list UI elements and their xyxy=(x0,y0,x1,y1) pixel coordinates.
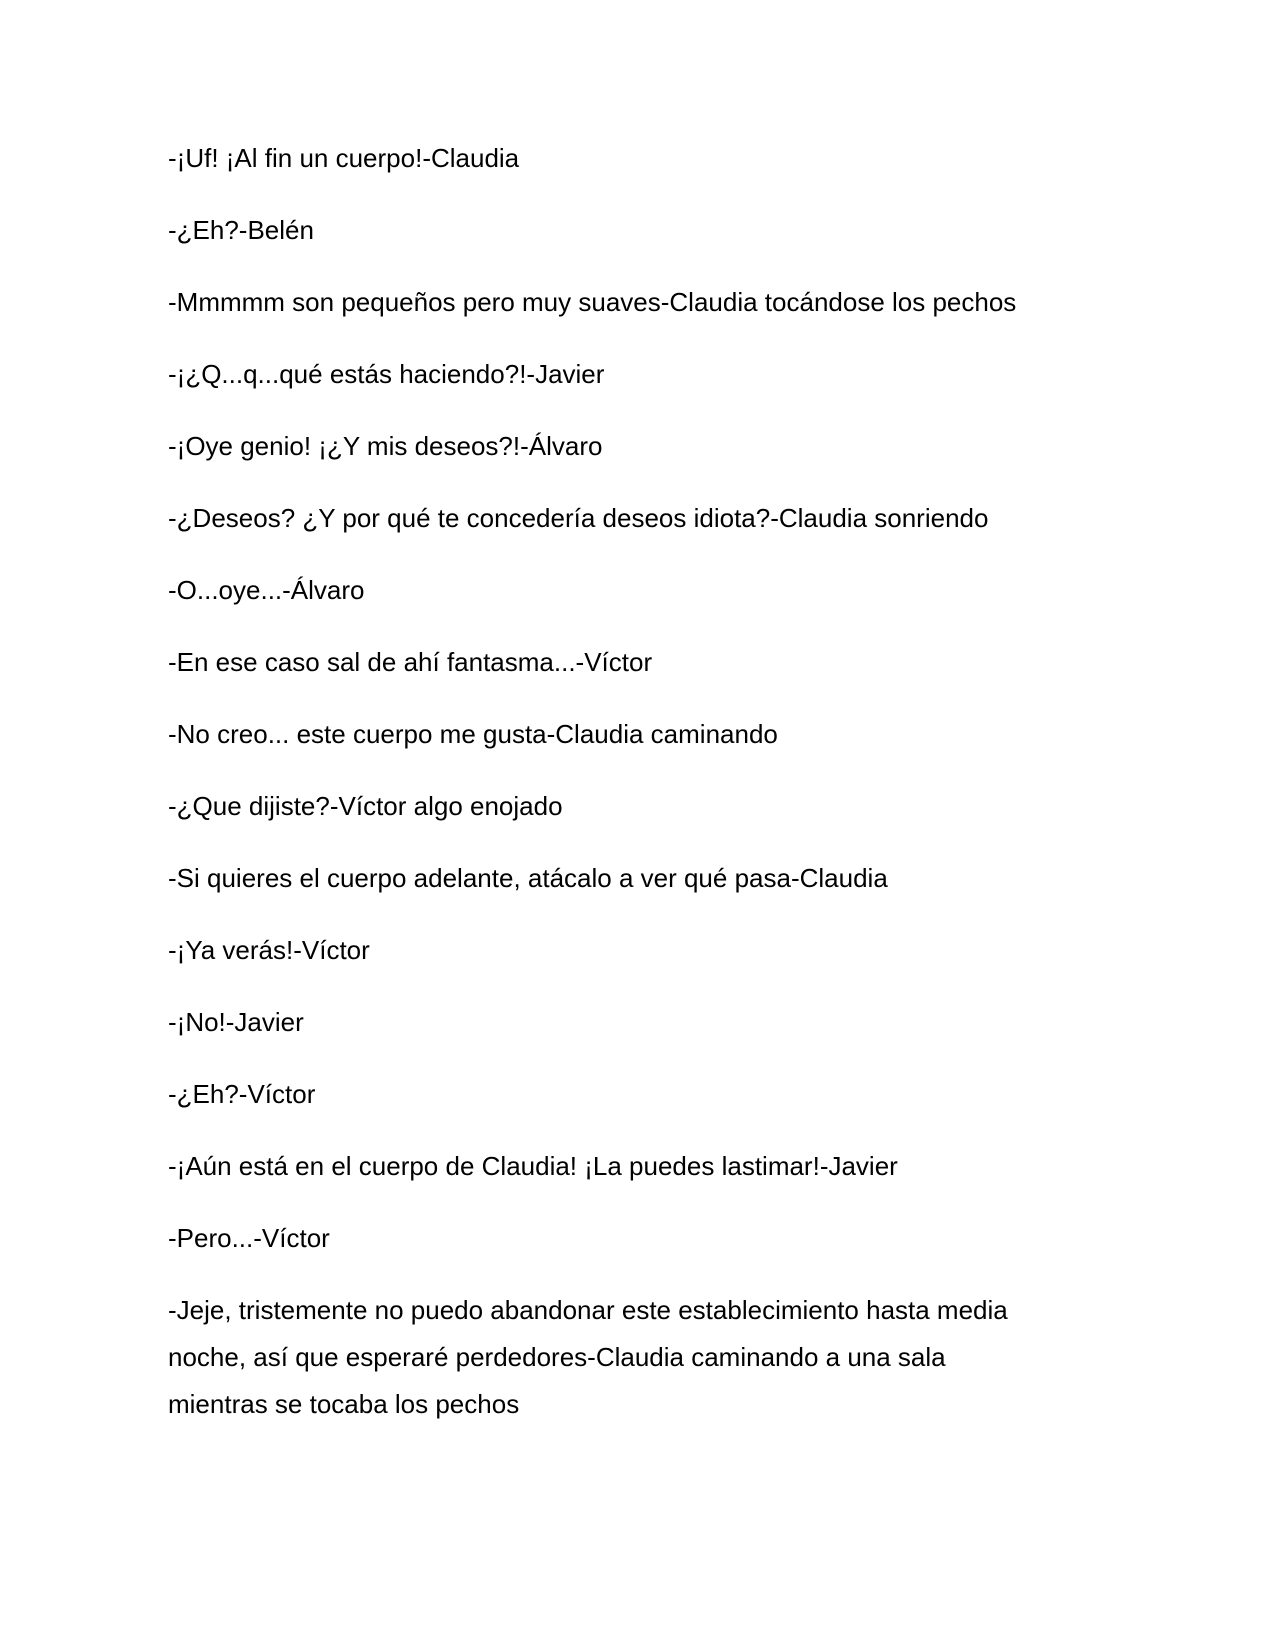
text-line: -¡Aún está en el cuerpo de Claudia! ¡La puedes lastimar!-Javier xyxy=(168,1151,898,1181)
dialogue-paragraph xyxy=(168,495,1215,542)
text-line: -O...oye...-Álvaro xyxy=(168,575,365,605)
text-line: -¿Eh?-Víctor xyxy=(168,1079,316,1109)
dialogue-paragraph xyxy=(168,135,1215,182)
text-line: -¡Oye genio! ¡¿Y mis deseos?!-Álvaro xyxy=(168,431,603,461)
text-line: -En ese caso sal de ahí fantasma...-Víctor xyxy=(168,647,653,677)
text-line: -Mmmmm son pequeños pero muy suaves-Claudia tocándose los pechos xyxy=(168,287,1017,317)
dialogue-paragraph xyxy=(168,1215,1215,1262)
text-line: -¡Uf! ¡Al fin un cuerpo!-Claudia xyxy=(168,143,520,173)
dialogue-paragraph xyxy=(168,207,1215,254)
dialogue-paragraph xyxy=(168,711,1215,758)
text-line: -¡Ya verás!-Víctor xyxy=(168,935,370,965)
text-line: -Si quieres el cuerpo adelante, atácalo a ver qué pasa-Claudia xyxy=(168,863,888,893)
text-line: -No creo... este cuerpo me gusta-Claudia caminando xyxy=(168,719,778,749)
dialogue-paragraph xyxy=(168,423,1215,470)
dialogue-paragraph xyxy=(168,1143,1215,1190)
dialogue-paragraph xyxy=(168,855,1215,902)
dialogue-paragraph xyxy=(168,1071,1215,1118)
text-line: mientras se tocaba los pechos xyxy=(168,1389,520,1419)
text-line: -¡¿Q...q...qué estás haciendo?!-Javier xyxy=(168,359,605,389)
text-line: -Pero...-Víctor xyxy=(168,1223,330,1253)
dialogue-paragraph xyxy=(168,999,1215,1046)
dialogue-paragraph xyxy=(168,567,1215,614)
dialogue-paragraph xyxy=(168,351,1215,398)
dialogue-paragraph xyxy=(168,279,1215,326)
text-line: -¿Deseos? ¿Y por qué te concedería deseos idiota?-Claudia sonriendo xyxy=(168,503,989,533)
dialogue-paragraph xyxy=(168,639,1215,686)
text-line: -¡No!-Javier xyxy=(168,1007,304,1037)
dialogue-paragraph xyxy=(168,783,1215,830)
text-line: -Jeje, tristemente no puedo abandonar este establecimiento hasta media xyxy=(168,1295,1008,1325)
text-line: noche, así que esperaré perdedores-Claudia caminando a una sala xyxy=(168,1342,946,1372)
text-line: -¿Que dijiste?-Víctor algo enojado xyxy=(168,791,563,821)
dialogue-paragraph xyxy=(168,1287,1215,1428)
text-line: -¿Eh?-Belén xyxy=(168,215,314,245)
dialogue-paragraph xyxy=(168,927,1215,974)
